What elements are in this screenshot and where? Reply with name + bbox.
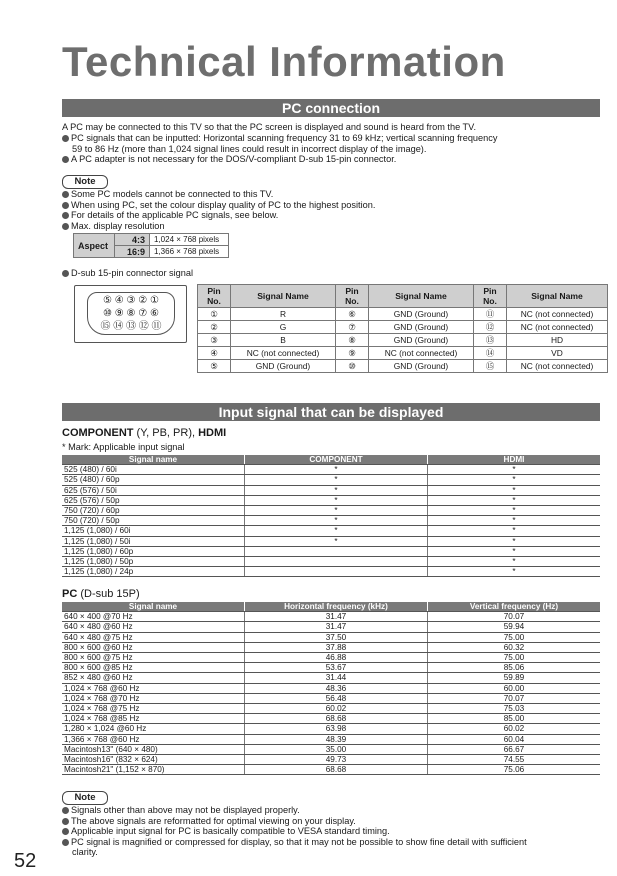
table-row — [62, 567, 600, 577]
connector-pin-row: ⑤ ④ ③ ② ① — [103, 295, 159, 306]
value-cell: 70.07 — [428, 693, 601, 703]
pc-signal-table — [62, 602, 600, 775]
pin-header: Signal Name — [507, 285, 608, 308]
pin-table — [197, 284, 608, 373]
signal-name: NC (not connected) — [507, 308, 608, 321]
note-item-1: Signals other than above may not be displayed properly. — [62, 805, 300, 816]
signal-name: GND (Ground) — [369, 321, 474, 334]
value-cell: * — [245, 485, 428, 495]
table-row — [62, 653, 600, 663]
signal-name-cell: 640 × 480 @75 Hz — [62, 632, 245, 642]
component-signal-table — [62, 455, 600, 577]
bullet-icon — [62, 191, 69, 198]
table-row — [62, 663, 600, 673]
value-cell: * — [245, 516, 428, 526]
table-row — [62, 632, 600, 642]
pin-number: ③ — [198, 334, 231, 347]
value-cell: 31.47 — [245, 612, 428, 622]
signal-name: NC (not connected) — [369, 347, 474, 360]
signal-name-cell: 800 × 600 @75 Hz — [62, 653, 245, 663]
table-row — [198, 334, 608, 347]
value-cell: 59.94 — [428, 622, 601, 632]
signal-name: GND (Ground) — [369, 360, 474, 373]
table-row — [62, 475, 600, 485]
table-row — [62, 755, 600, 765]
signal-name-cell: 1,024 × 768 @75 Hz — [62, 704, 245, 714]
pin-number: ⑧ — [336, 334, 369, 347]
table-row — [62, 536, 600, 546]
value-cell: 49.73 — [245, 755, 428, 765]
pc-signal-title: PC (D-sub 15P) — [62, 588, 140, 600]
bullet-icon — [62, 839, 69, 846]
value-cell: * — [428, 516, 601, 526]
signal-name: GND (Ground) — [231, 360, 336, 373]
pc-bullet-1: PC signals that can be inputted: Horizontal scanning frequency 31 to 69 kHz; vertical scanning frequency — [62, 133, 497, 144]
dsub-label: D-sub 15-pin connector signal — [62, 268, 193, 279]
value-cell: * — [428, 485, 601, 495]
signal-name-cell: Macintosh13" (640 × 480) — [62, 744, 245, 754]
signal-name-cell: 1,366 × 768 @60 Hz — [62, 734, 245, 744]
connector-face — [87, 292, 175, 335]
page-number: 52 — [14, 850, 37, 872]
value-cell: * — [428, 536, 601, 546]
value-cell: * — [428, 495, 601, 505]
note-badge: Note — [62, 175, 108, 189]
signal-name-cell: 525 (480) / 60i — [62, 465, 245, 475]
signal-name-cell: 750 (720) / 50p — [62, 516, 245, 526]
note-badge: Note — [62, 791, 108, 805]
value-cell: 70.07 — [428, 612, 601, 622]
value-cell — [245, 557, 428, 567]
table-row — [62, 714, 600, 724]
pin-header: Pin No. — [474, 285, 507, 308]
dsub-connector-diagram — [74, 285, 187, 343]
value-cell: 68.68 — [245, 714, 428, 724]
note-item-2: The above signals are reformatted for optimal viewing on your display. — [62, 816, 356, 827]
bullet-icon — [62, 223, 69, 230]
pin-header: Pin No. — [198, 285, 231, 308]
signal-name-cell: 640 × 480 @60 Hz — [62, 622, 245, 632]
signal-name-cell: 625 (576) / 50i — [62, 485, 245, 495]
table-row — [62, 485, 600, 495]
value-cell: 63.98 — [245, 724, 428, 734]
pc-bullet-2: A PC adapter is not necessary for the DOS/V-compliant D-sub 15-pin connector. — [62, 154, 396, 165]
value-cell: * — [245, 465, 428, 475]
table-row — [198, 308, 608, 321]
table-row — [198, 347, 608, 360]
bullet-icon — [62, 212, 69, 219]
note-item-2: When using PC, set the colour display quality of PC to the highest position. — [62, 200, 375, 211]
value-cell: 60.00 — [428, 683, 601, 693]
pin-header: Signal Name — [369, 285, 474, 308]
signal-name: HD — [507, 334, 608, 347]
pin-number: ⑭ — [474, 347, 507, 360]
value-cell: 37.88 — [245, 642, 428, 652]
pin-number: ⑦ — [336, 321, 369, 334]
pc-connection-header: PC connection — [62, 99, 600, 117]
signal-name-cell: 750 (720) / 60p — [62, 506, 245, 516]
aspect-ratio: 16:9 — [115, 246, 150, 258]
table-row — [62, 622, 600, 632]
signal-name-cell: 1,024 × 768 @85 Hz — [62, 714, 245, 724]
mark-note: * Mark: Applicable input signal — [62, 442, 185, 452]
value-cell: 66.67 — [428, 744, 601, 754]
value-cell: 46.88 — [245, 653, 428, 663]
table-row — [62, 557, 600, 567]
column-header: Horizontal frequency (kHz) — [245, 602, 428, 612]
note-item-3: Applicable input signal for PC is basically compatible to VESA standard timing. — [62, 826, 390, 837]
pin-number: ⑫ — [474, 321, 507, 334]
column-header: Signal name — [62, 455, 245, 465]
value-cell: 85.00 — [428, 714, 601, 724]
value-cell: 53.67 — [245, 663, 428, 673]
signal-name: R — [231, 308, 336, 321]
pc-intro: A PC may be connected to this TV so that the PC screen is displayed and sound is heard from the TV. — [62, 122, 477, 132]
signal-name: GND (Ground) — [369, 334, 474, 347]
column-header: COMPONENT — [245, 455, 428, 465]
table-row — [62, 526, 600, 536]
value-cell: 75.03 — [428, 704, 601, 714]
table-row — [198, 360, 608, 373]
value-cell: 85.06 — [428, 663, 601, 673]
pin-number: ① — [198, 308, 231, 321]
bullet-icon — [62, 807, 69, 814]
value-cell: * — [428, 475, 601, 485]
signal-name-cell: 1,125 (1,080) / 50p — [62, 557, 245, 567]
table-row — [62, 495, 600, 505]
value-cell: 31.47 — [245, 622, 428, 632]
value-cell: * — [245, 506, 428, 516]
value-cell: 60.04 — [428, 734, 601, 744]
value-cell: 48.36 — [245, 683, 428, 693]
signal-name-cell: 640 × 400 @70 Hz — [62, 612, 245, 622]
value-cell: * — [428, 567, 601, 577]
table-row — [62, 744, 600, 754]
pin-number: ⑪ — [474, 308, 507, 321]
value-cell: 75.00 — [428, 632, 601, 642]
table-row — [62, 465, 600, 475]
signal-name-cell: 852 × 480 @60 Hz — [62, 673, 245, 683]
signal-name: B — [231, 334, 336, 347]
pin-header: Pin No. — [336, 285, 369, 308]
aspect-table — [73, 233, 229, 258]
value-cell: * — [245, 526, 428, 536]
signal-name-cell: 1,125 (1,080) / 50i — [62, 536, 245, 546]
page-title: Technical Information — [62, 38, 506, 85]
value-cell: * — [428, 546, 601, 556]
column-header: Signal name — [62, 602, 245, 612]
signal-name-cell: 625 (576) / 50p — [62, 495, 245, 505]
pin-number: ② — [198, 321, 231, 334]
table-row — [62, 516, 600, 526]
value-cell: 59.89 — [428, 673, 601, 683]
note-item-1: Some PC models cannot be connected to this TV. — [62, 189, 273, 200]
bullet-icon — [62, 135, 69, 142]
note-item-3: For details of the applicable PC signals, see below. — [62, 210, 278, 221]
aspect-resolution: 1,024 × 768 pixels — [150, 234, 229, 246]
pc-bullet-1-cont: 59 to 86 Hz (more than 1,024 signal lines could result in incorrect display of the image). — [72, 143, 427, 154]
aspect-label: Aspect — [74, 234, 115, 258]
signal-name: NC (not connected) — [507, 360, 608, 373]
signal-name-cell: 1,024 × 768 @60 Hz — [62, 683, 245, 693]
table-row — [62, 673, 600, 683]
value-cell: * — [245, 495, 428, 505]
aspect-resolution: 1,366 × 768 pixels — [150, 246, 229, 258]
table-row — [62, 546, 600, 556]
signal-name: G — [231, 321, 336, 334]
value-cell — [245, 567, 428, 577]
column-header: HDMI — [428, 455, 601, 465]
table-row — [62, 506, 600, 516]
connector-pin-row: ⑮ ⑭ ⑬ ⑫ ⑪ — [100, 321, 162, 332]
note-item-4-cont: clarity. — [72, 847, 98, 857]
signal-name: GND (Ground) — [369, 308, 474, 321]
table-row — [198, 321, 608, 334]
bullet-icon — [62, 270, 69, 277]
input-signal-header: Input signal that can be displayed — [62, 403, 600, 421]
note-item-4: Max. display resolution — [62, 221, 164, 232]
pin-number: ⑨ — [336, 347, 369, 360]
value-cell: 60.32 — [428, 642, 601, 652]
pin-number: ④ — [198, 347, 231, 360]
value-cell: * — [428, 506, 601, 516]
connector-pin-row: ⑩ ⑨ ⑧ ⑦ ⑥ — [103, 308, 159, 319]
value-cell: 60.02 — [245, 704, 428, 714]
signal-name: NC (not connected) — [231, 347, 336, 360]
signal-name-cell: 800 × 600 @85 Hz — [62, 663, 245, 673]
value-cell: 56.48 — [245, 693, 428, 703]
value-cell: * — [428, 557, 601, 567]
signal-name-cell: 1,024 × 768 @70 Hz — [62, 693, 245, 703]
bullet-icon — [62, 156, 69, 163]
value-cell: 75.00 — [428, 653, 601, 663]
table-row — [62, 765, 600, 775]
value-cell: 37.50 — [245, 632, 428, 642]
table-row — [62, 642, 600, 652]
pin-number: ⑮ — [474, 360, 507, 373]
pin-number: ⑤ — [198, 360, 231, 373]
table-row — [62, 693, 600, 703]
signal-name-cell: 525 (480) / 60p — [62, 475, 245, 485]
signal-name-cell: 1,125 (1,080) / 60p — [62, 546, 245, 556]
bullet-icon — [62, 828, 69, 835]
note-item-4: PC signal is magnified or compressed for display, so that it may not be possible to show fine detail with sufficient — [62, 837, 527, 848]
signal-name-cell: 800 × 600 @60 Hz — [62, 642, 245, 652]
table-row — [62, 683, 600, 693]
value-cell: 75.06 — [428, 765, 601, 775]
signal-name-cell: Macintosh16" (832 × 624) — [62, 755, 245, 765]
value-cell: 74.55 — [428, 755, 601, 765]
pin-number: ⑩ — [336, 360, 369, 373]
value-cell: 68.68 — [245, 765, 428, 775]
signal-name: VD — [507, 347, 608, 360]
pin-number: ⑥ — [336, 308, 369, 321]
value-cell: 31.44 — [245, 673, 428, 683]
bullet-icon — [62, 202, 69, 209]
signal-name-cell: 1,125 (1,080) / 60i — [62, 526, 245, 536]
aspect-ratio: 4:3 — [115, 234, 150, 246]
signal-name-cell: Macintosh21" (1,152 × 870) — [62, 765, 245, 775]
value-cell: 35.00 — [245, 744, 428, 754]
pin-header: Signal Name — [231, 285, 336, 308]
value-cell: 60.02 — [428, 724, 601, 734]
bullet-icon — [62, 818, 69, 825]
pin-number: ⑬ — [474, 334, 507, 347]
table-row — [62, 612, 600, 622]
signal-name: NC (not connected) — [507, 321, 608, 334]
value-cell: * — [245, 475, 428, 485]
table-row — [62, 724, 600, 734]
signal-name-cell: 1,280 × 1,024 @60 Hz — [62, 724, 245, 734]
value-cell — [245, 546, 428, 556]
signal-name-cell: 1,125 (1,080) / 24p — [62, 567, 245, 577]
value-cell: 48.39 — [245, 734, 428, 744]
component-title: COMPONENT (Y, PB, PR), HDMI — [62, 427, 227, 439]
table-row — [62, 734, 600, 744]
value-cell: * — [428, 465, 601, 475]
value-cell: * — [428, 526, 601, 536]
column-header: Vertical frequency (Hz) — [428, 602, 601, 612]
table-row — [62, 704, 600, 714]
value-cell: * — [245, 536, 428, 546]
